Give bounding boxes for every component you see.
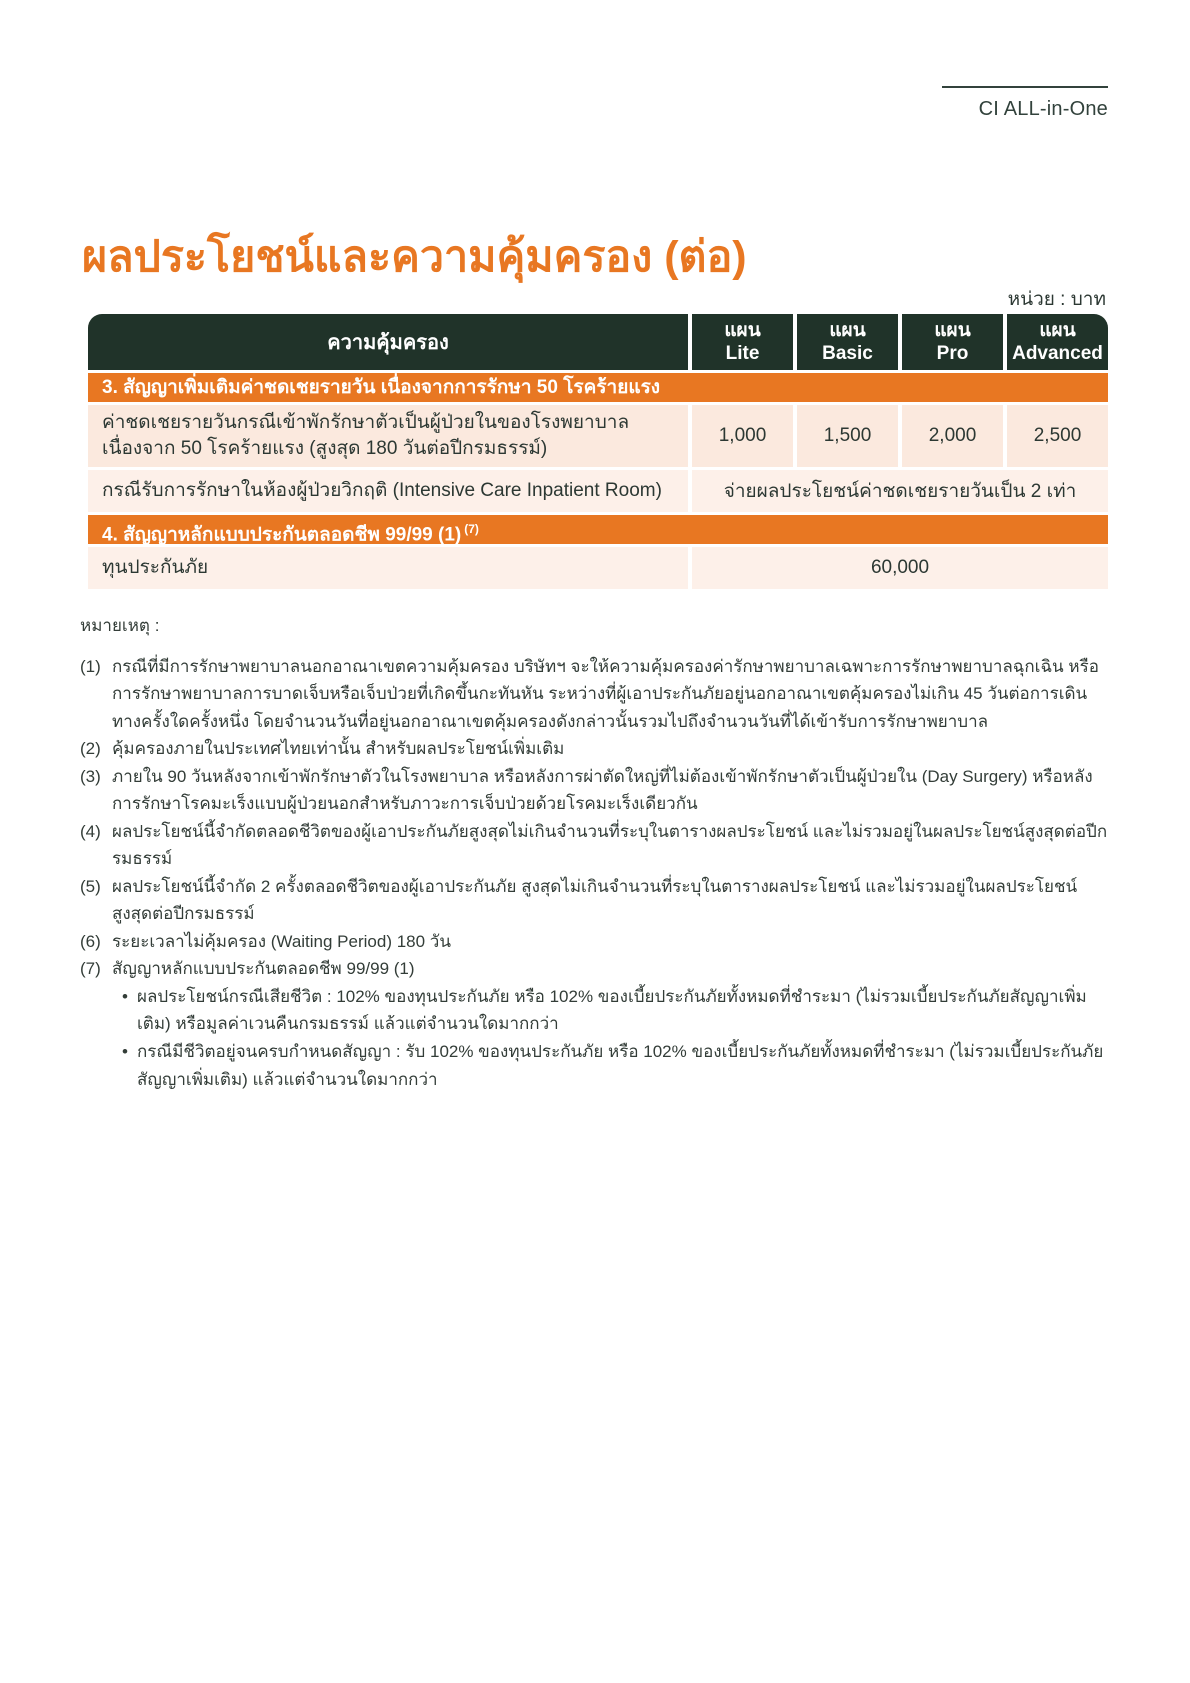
section-4-label: 4. สัญญาหลักแบบประกันตลอดชีพ 99/99 (1) <box>102 524 462 546</box>
note-item-2 <box>80 735 1108 763</box>
row-merged-value: 60,000 <box>692 547 1108 589</box>
value-advanced: 2,500 <box>1007 405 1108 467</box>
note-item-6 <box>80 928 1108 956</box>
note-item-1 <box>80 653 1108 736</box>
note-number: (2) <box>80 739 101 759</box>
note-number: (3) <box>80 766 101 786</box>
row-label-line2: เนื่องจาก 50 โรคร้ายแรง (สูงสุด 180 วันต่อปีกรมธรรม์) <box>102 438 548 459</box>
bullet-text: กรณีมีชีวิตอยู่จนครบกำหนดสัญญา : รับ 102% ของทุนประกันภัย หรือ 102% ของเบี้ยประกันภัยทั้งหมดที่ชำระมา (ไม่รวมเบี้ยประกันภัยสัญญาเพิ่มเติม) แล้วแต่จำนวนใดมากกว่า <box>137 1041 1104 1089</box>
table-header-row <box>88 314 1108 370</box>
row-label: กรณีรับการรักษาในห้องผู้ป่วยวิกฤติ (Intensive Care Inpatient Room) <box>88 470 688 512</box>
table-row-sum-assured <box>88 547 1108 589</box>
brand-label: CI ALL-in-One <box>978 98 1108 120</box>
value-lite: 1,000 <box>692 405 793 467</box>
value-pro: 2,000 <box>902 405 1003 467</box>
note-number: (5) <box>80 876 101 896</box>
column-header-plan-pro <box>902 314 1003 370</box>
note-7-bullet-1 <box>122 983 1108 1038</box>
notes-section <box>80 612 1108 1093</box>
section-4-bar <box>88 515 1108 544</box>
note-number: (7) <box>80 959 101 979</box>
bullet-icon: • <box>122 1041 128 1061</box>
plan-word: แผน <box>829 319 866 341</box>
note-item-5 <box>80 873 1108 928</box>
benefits-table <box>88 314 1108 589</box>
row-label-line1: ค่าชดเชยรายวันกรณีเข้าพักรักษาตัวเป็นผู้ป่วยในของโรงพยาบาล <box>102 411 630 433</box>
section-4-footnote-sup: (7) <box>464 522 479 536</box>
table-row-daily-benefit <box>88 405 1108 467</box>
column-header-plan-advanced <box>1007 314 1108 370</box>
plan-word: แผน <box>724 319 761 341</box>
column-header-plan-basic <box>797 314 898 370</box>
note-text: ระยะเวลาไม่คุ้มครอง (Waiting Period) 180 วัน <box>112 931 451 951</box>
row-label <box>88 405 688 467</box>
value-basic: 1,500 <box>797 405 898 467</box>
note-number: (4) <box>80 821 101 841</box>
plan-name: Basic <box>822 343 873 364</box>
note-item-3 <box>80 763 1108 818</box>
notes-heading: หมายเหตุ : <box>80 616 160 635</box>
note-text <box>112 955 1108 1093</box>
note-text: ผลประโยชน์นี้จำกัดตลอดชีวิตของผู้เอาประกันภัยสูงสุดไม่เกินจำนวนที่ระบุในตารางผลประโยชน์ และไม่รวมอยู่ในผลประโยชน์สูงสุดต่อปีกรมธรรม์ <box>112 821 1108 869</box>
row-label: ทุนประกันภัย <box>88 547 688 589</box>
note-7-intro: สัญญาหลักแบบประกันตลอดชีพ 99/99 (1) <box>112 959 415 979</box>
section-3-bar <box>88 373 1108 402</box>
note-item-4 <box>80 818 1108 873</box>
table-row-icu <box>88 470 1108 512</box>
header-rule <box>942 86 1108 88</box>
column-header-coverage: ความคุ้มครอง <box>88 314 688 370</box>
note-text: คุ้มครองภายในประเทศไทยเท่านั้น สำหรับผลประโยชน์เพิ่มเติม <box>112 739 565 759</box>
unit-label: หน่วย : บาท <box>1007 289 1106 310</box>
page-title: ผลประโยชน์และความคุ้มครอง (ต่อ) <box>82 233 747 281</box>
plan-name: Pro <box>936 343 969 364</box>
note-text: กรณีที่มีการรักษาพยาบาลนอกอาณาเขตความคุ้มครอง บริษัทฯ จะให้ความคุ้มครองค่ารักษาพยาบาลเฉพาะการรักษาพยาบาลฉุกเฉิน หรือการรักษาพยาบาลการบาดเจ็บหรือเจ็บป่วยที่เกิดขึ้นกะทันหัน ระหว่างที่ผู้เอาประกันภัยอยู่นอกอาณาเขตคุ้มครองไม่เกิน 45 วันต่อการเดินทางครั้งใดครั้งหนึ่ง โดยจำนวนวันที่อยู่นอกอาณาเขตคุ้มครองดังกล่าวนั้นรวมไปถึงจำนวนวันที่ได้เข้ารับการรักษาพยาบาล <box>112 656 1099 731</box>
brand-block <box>942 86 1108 121</box>
note-text: ผลประโยชน์นี้จำกัด 2 ครั้งตลอดชีวิตของผู้เอาประกันภัย สูงสุดไม่เกินจำนวนที่ระบุในตารางผลประโยชน์ และไม่รวมอยู่ในผลประโยชน์สูงสุดต่อปีกรมธรรม์ <box>112 876 1078 924</box>
bullet-icon: • <box>122 986 128 1006</box>
row-merged-value: จ่ายผลประโยชน์ค่าชดเชยรายวันเป็น 2 เท่า <box>692 470 1108 512</box>
column-header-plan-lite <box>692 314 793 370</box>
plan-word: แผน <box>934 319 971 341</box>
note-number: (1) <box>80 656 101 676</box>
note-text: ภายใน 90 วันหลังจากเข้าพักรักษาตัวในโรงพยาบาล หรือหลังการผ่าตัดใหญ่ที่ไม่ต้องเข้าพักรักษาตัวเป็นผู้ป่วยใน (Day Surgery) หรือหลังการรักษาโรคมะเร็งแบบผู้ป่วยนอกสำหรับภาวะการเจ็บป่วยด้วยโรคมะเร็งเดียวกัน <box>112 766 1093 814</box>
bullet-text: ผลประโยชน์กรณีเสียชีวิต : 102% ของทุนประกันภัย หรือ 102% ของเบี้ยประกันภัยทั้งหมดที่ชำระมา (ไม่รวมเบี้ยประกันภัยสัญญาเพิ่มเติม) หรือมูลค่าเวนคืนกรมธรรม์ แล้วแต่จำนวนใดมากกว่า <box>137 986 1087 1034</box>
note-item-7 <box>80 955 1108 1093</box>
note-number: (6) <box>80 931 101 951</box>
plan-name: Lite <box>725 343 760 364</box>
plan-name: Advanced <box>1012 343 1103 364</box>
note-7-bullet-2 <box>122 1038 1108 1093</box>
section-3-label: 3. สัญญาเพิ่มเติมค่าชดเชยรายวัน เนื่องจากการรักษา 50 โรคร้ายแรง <box>102 377 661 398</box>
plan-word: แผน <box>1039 319 1076 341</box>
